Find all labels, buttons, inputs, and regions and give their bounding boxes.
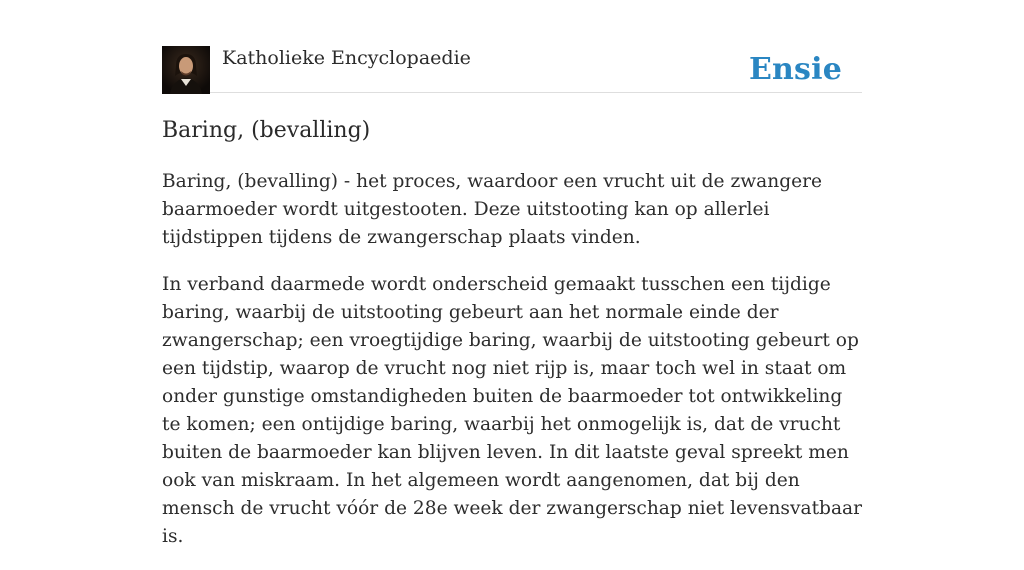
paragraph: Baring, (bevalling) - het proces, waardoor een vrucht uit de zwangere baarmoeder wordt uitgestooten. Deze uitstooting kan op allerlei tijdstippen tijdens de zwangerschap plaats vinden. — [162, 171, 823, 248]
brand-logo[interactable]: Ensie — [748, 52, 842, 87]
header — [162, 46, 862, 93]
paragraph: In verband daarmede wordt onderscheid gemaakt tusschen een tijdige baring, waarbij de uitstooting gebeurt aan het normale einde der zwangerschap; een vroegtijdige baring, waarbij de uitstooting gebeurt op een tijdstip, waarop de vrucht nog niet rijp is, maar toch wel in staat om onder gunstige omstandigheden buiten de baarmoeder tot ontwikkeling te komen; een ontijdige baring, waarbij het onmogelijk is, dat de vrucht buiten de baarmoeder kan blijven leven. In dit laatste geval spreekt men ook van miskraam. In het algemeen wordt aangenomen, dat bij den mensch de vrucht vóór de 28e week der zwangerschap niet levensvatbaar is. — [162, 274, 862, 547]
page-title: Baring, (bevalling) — [162, 118, 371, 143]
article-body — [162, 168, 862, 570]
portrait-avatar-icon[interactable] — [162, 46, 210, 94]
source-name[interactable]: Katholieke Encyclopaedie — [222, 47, 471, 69]
